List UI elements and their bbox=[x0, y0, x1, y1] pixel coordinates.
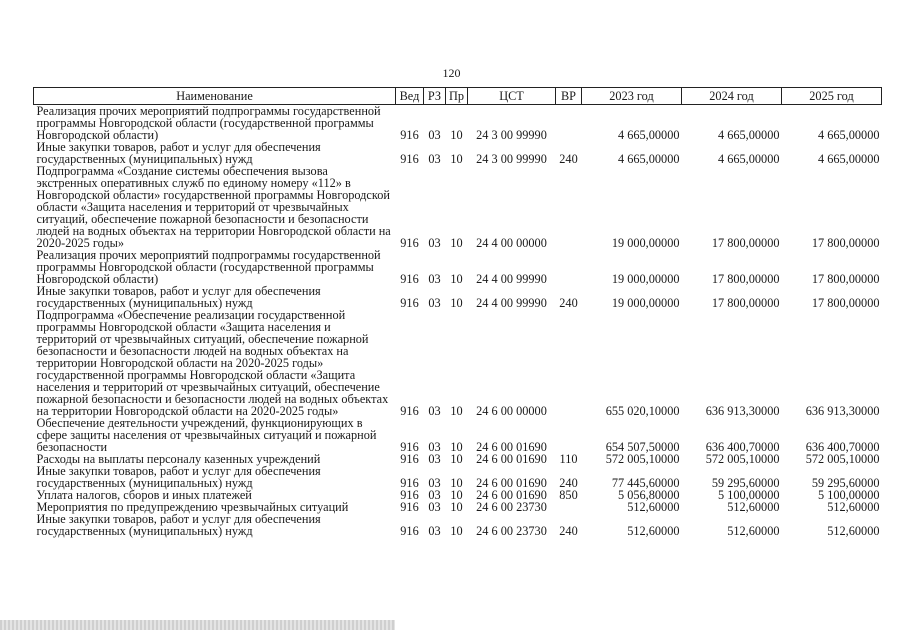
row-name: Реализация прочих мероприятий подпрограммы государственной программы Новгородской области (государственной программы Новгородской области) bbox=[36, 104, 381, 142]
row-ved: 916 bbox=[400, 524, 419, 538]
row-amount-2025: 5 100,00000 bbox=[818, 488, 880, 502]
row-name: Обеспечение деятельности учреждений, функционирующих в сфере защиты населения от чрезвычайных ситуаций и пожарной безопасности bbox=[36, 416, 377, 454]
row-amount-2025: 17 800,00000 bbox=[811, 236, 880, 250]
row-rz: 03 bbox=[428, 500, 441, 514]
row-amount-2025: 4 665,00000 bbox=[818, 128, 880, 142]
row-amount-2025: 512,60000 bbox=[827, 500, 880, 514]
row-ved: 916 bbox=[400, 236, 419, 250]
row-vr: 110 bbox=[559, 452, 578, 466]
row-name: Расходы на выплаты персоналу казенных учреждений bbox=[36, 452, 321, 466]
row-cst: 24 4 00 00000 bbox=[476, 236, 547, 250]
table-row bbox=[34, 249, 882, 285]
row-cst: 24 6 00 01690 bbox=[476, 452, 547, 466]
row-amount-2023: 572 005,10000 bbox=[605, 452, 680, 466]
row-name: Подпрограмма «Обеспечение реализации государственной программы Новгородской области «Защита населения и территорий от чрезвычайных ситуаций, обеспечение пожарной безопасности и безопасности людей на водных объектах на территории Новгородской области на 2020-2025 годы» государственной программы Новгородской области «Защита населения и территорий от чрезвычайных ситуаций, обеспечение пожарной безопасности и безопасности людей на водных объектах на территории Новгородской области на 2020-2025 годы» bbox=[36, 308, 389, 418]
row-vr: 240 bbox=[559, 524, 578, 538]
row-rz: 03 bbox=[428, 152, 441, 166]
row-amount-2024: 17 800,00000 bbox=[711, 236, 780, 250]
table-row bbox=[34, 513, 882, 537]
row-ved: 916 bbox=[400, 500, 419, 514]
scan-edge-strip bbox=[0, 620, 395, 630]
row-ved: 916 bbox=[400, 272, 419, 286]
row-amount-2023: 77 445,60000 bbox=[611, 476, 680, 490]
row-ved: 916 bbox=[400, 476, 419, 490]
row-vr bbox=[556, 165, 582, 249]
table-row bbox=[34, 309, 882, 417]
row-vr bbox=[556, 309, 582, 417]
row-amount-2024: 636 400,70000 bbox=[705, 440, 780, 454]
row-amount-2025: 59 295,60000 bbox=[811, 476, 880, 490]
row-pr: 10 bbox=[450, 488, 463, 502]
row-pr: 10 bbox=[450, 236, 463, 250]
row-amount-2024: 4 665,00000 bbox=[718, 128, 780, 142]
table-row bbox=[34, 105, 882, 142]
table-body bbox=[34, 105, 882, 538]
row-amount-2025: 17 800,00000 bbox=[811, 296, 880, 310]
row-name: Иные закупки товаров, работ и услуг для обеспечения государственных (муниципальных) нужд bbox=[36, 464, 321, 490]
header-2024: 2024 год bbox=[682, 88, 782, 105]
row-amount-2025: 17 800,00000 bbox=[811, 272, 880, 286]
row-pr: 10 bbox=[450, 152, 463, 166]
row-ved: 916 bbox=[400, 152, 419, 166]
row-amount-2024: 572 005,10000 bbox=[705, 452, 780, 466]
row-vr bbox=[556, 105, 582, 142]
header-name: Наименование bbox=[34, 88, 396, 105]
row-ved: 916 bbox=[400, 404, 419, 418]
header-vr: ВР bbox=[556, 88, 582, 105]
row-ved: 916 bbox=[400, 128, 419, 142]
header-ved: Вед bbox=[396, 88, 424, 105]
row-vr: 240 bbox=[559, 296, 578, 310]
row-pr: 10 bbox=[450, 296, 463, 310]
table-row bbox=[34, 141, 882, 165]
row-rz: 03 bbox=[428, 236, 441, 250]
table-header-row bbox=[34, 88, 882, 105]
row-rz: 03 bbox=[428, 488, 441, 502]
row-amount-2023: 19 000,00000 bbox=[611, 296, 680, 310]
row-cst: 24 6 00 23730 bbox=[476, 524, 547, 538]
row-pr: 10 bbox=[450, 524, 463, 538]
row-vr bbox=[556, 249, 582, 285]
header-cst: ЦСТ bbox=[468, 88, 556, 105]
row-amount-2023: 512,60000 bbox=[627, 524, 680, 538]
row-amount-2023: 654 507,50000 bbox=[605, 440, 680, 454]
row-name: Подпрограмма «Создание системы обеспечения вызова экстренных оперативных служб по единому номеру «112» в Новгородской области» государственной программы Новгородской области «Защита населения и территорий от чрезвычайных ситуаций, обеспечение пожарной безопасности и безопасности людей на водных объектах на территории Новгородской области на 2020-2025 годы» bbox=[36, 164, 391, 250]
row-amount-2025: 512,60000 bbox=[827, 524, 880, 538]
header-pr: Пр bbox=[446, 88, 468, 105]
row-rz: 03 bbox=[428, 524, 441, 538]
row-amount-2024: 512,60000 bbox=[727, 500, 780, 514]
header-2025: 2025 год bbox=[782, 88, 882, 105]
row-cst: 24 4 00 99990 bbox=[476, 296, 547, 310]
row-amount-2025: 636 913,30000 bbox=[805, 404, 880, 418]
row-amount-2024: 17 800,00000 bbox=[711, 296, 780, 310]
table-row bbox=[34, 465, 882, 489]
row-cst: 24 6 00 01690 bbox=[476, 440, 547, 454]
row-amount-2024: 512,60000 bbox=[727, 524, 780, 538]
row-cst: 24 3 00 99990 bbox=[476, 128, 547, 142]
table-row bbox=[34, 417, 882, 453]
row-cst: 24 4 00 99990 bbox=[476, 272, 547, 286]
row-amount-2023: 655 020,10000 bbox=[605, 404, 680, 418]
row-rz: 03 bbox=[428, 476, 441, 490]
row-ved: 916 bbox=[400, 296, 419, 310]
row-pr: 10 bbox=[450, 128, 463, 142]
row-rz: 03 bbox=[428, 296, 441, 310]
budget-table bbox=[33, 87, 882, 537]
row-pr: 10 bbox=[450, 476, 463, 490]
row-pr: 10 bbox=[450, 272, 463, 286]
row-amount-2023: 19 000,00000 bbox=[611, 236, 680, 250]
row-amount-2024: 5 100,00000 bbox=[718, 488, 780, 502]
row-pr: 10 bbox=[450, 452, 463, 466]
row-rz: 03 bbox=[428, 128, 441, 142]
row-ved: 916 bbox=[400, 488, 419, 502]
row-rz: 03 bbox=[428, 440, 441, 454]
row-amount-2025: 572 005,10000 bbox=[805, 452, 880, 466]
row-vr bbox=[556, 501, 582, 513]
row-amount-2023: 4 665,00000 bbox=[618, 152, 680, 166]
row-amount-2024: 59 295,60000 bbox=[711, 476, 780, 490]
row-pr: 10 bbox=[450, 500, 463, 514]
row-cst: 24 6 00 00000 bbox=[476, 404, 547, 418]
row-name: Иные закупки товаров, работ и услуг для обеспечения государственных (муниципальных) нужд bbox=[36, 512, 321, 538]
row-name: Уплата налогов, сборов и иных платежей bbox=[36, 488, 252, 502]
row-name: Иные закупки товаров, работ и услуг для обеспечения государственных (муниципальных) нужд bbox=[36, 140, 321, 166]
row-pr: 10 bbox=[450, 440, 463, 454]
row-amount-2024: 4 665,00000 bbox=[718, 152, 780, 166]
row-vr bbox=[556, 417, 582, 453]
row-ved: 916 bbox=[400, 440, 419, 454]
row-name: Мероприятия по предупреждению чрезвычайных ситуаций bbox=[36, 500, 349, 514]
row-amount-2023: 5 056,80000 bbox=[618, 488, 680, 502]
row-amount-2024: 636 913,30000 bbox=[705, 404, 780, 418]
row-cst: 24 6 00 01690 bbox=[476, 488, 547, 502]
row-cst: 24 3 00 99990 bbox=[476, 152, 547, 166]
row-vr: 850 bbox=[559, 488, 578, 502]
row-ved: 916 bbox=[400, 452, 419, 466]
header-2023: 2023 год bbox=[582, 88, 682, 105]
header-rz: РЗ bbox=[424, 88, 446, 105]
row-amount-2025: 636 400,70000 bbox=[805, 440, 880, 454]
row-name: Реализация прочих мероприятий подпрограммы государственной программы Новгородской области (государственной программы Новгородской области) bbox=[36, 248, 381, 286]
row-pr: 10 bbox=[450, 404, 463, 418]
row-cst: 24 6 00 23730 bbox=[476, 500, 547, 514]
row-rz: 03 bbox=[428, 404, 441, 418]
row-vr: 240 bbox=[559, 152, 578, 166]
row-cst: 24 6 00 01690 bbox=[476, 476, 547, 490]
row-name: Иные закупки товаров, работ и услуг для обеспечения государственных (муниципальных) нужд bbox=[36, 284, 321, 310]
row-rz: 03 bbox=[428, 452, 441, 466]
row-amount-2023: 4 665,00000 bbox=[618, 128, 680, 142]
row-rz: 03 bbox=[428, 272, 441, 286]
row-amount-2023: 512,60000 bbox=[627, 500, 680, 514]
table-row bbox=[34, 285, 882, 309]
page-number: 120 bbox=[442, 66, 461, 80]
row-amount-2023: 19 000,00000 bbox=[611, 272, 680, 286]
row-vr: 240 bbox=[559, 476, 578, 490]
row-amount-2024: 17 800,00000 bbox=[711, 272, 780, 286]
row-amount-2025: 4 665,00000 bbox=[818, 152, 880, 166]
table-row bbox=[34, 165, 882, 249]
